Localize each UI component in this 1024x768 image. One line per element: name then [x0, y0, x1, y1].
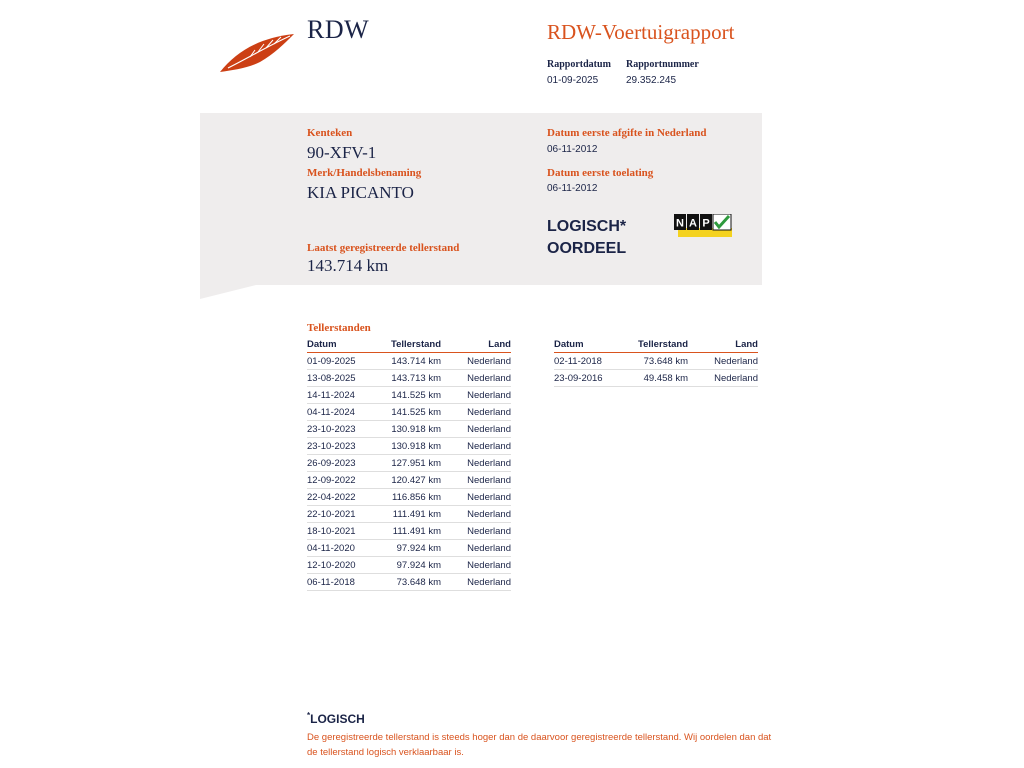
nap-letter-n: N	[676, 217, 684, 230]
report-number-value: 29.352.245	[626, 75, 677, 86]
col-header-country: Land	[441, 338, 511, 353]
table-row	[307, 455, 511, 472]
reading-date: 04-11-2020	[307, 540, 389, 557]
reading-country: Nederland	[441, 421, 511, 438]
table-row	[554, 370, 758, 387]
reading-country: Nederland	[441, 387, 511, 404]
reading-km: 143.714 km	[389, 353, 441, 370]
reading-km: 73.648 km	[389, 574, 441, 591]
reading-country: Nederland	[441, 557, 511, 574]
reading-country: Nederland	[441, 472, 511, 489]
reading-country: Nederland	[441, 353, 511, 370]
col-header-date: Datum	[554, 338, 636, 353]
odometer-label: Laatst geregistreerde tellerstand	[307, 242, 460, 254]
reading-km: 116.856 km	[389, 489, 441, 506]
reading-km: 97.924 km	[389, 557, 441, 574]
col-header-km: Tellerstand	[636, 338, 688, 353]
reading-country: Nederland	[688, 353, 758, 370]
col-header-country: Land	[688, 338, 758, 353]
col-header-date: Datum	[307, 338, 389, 353]
table-row	[307, 489, 511, 506]
reading-country: Nederland	[441, 540, 511, 557]
readings-table-left	[307, 338, 511, 591]
verdict	[547, 216, 626, 260]
reading-km: 111.491 km	[389, 523, 441, 540]
table-row	[307, 387, 511, 404]
rdw-feather-logo-icon	[218, 28, 298, 74]
nap-logo-icon	[674, 214, 734, 238]
first-issue-nl-value: 06-11-2012	[547, 144, 598, 155]
reading-date: 23-09-2016	[554, 370, 636, 387]
reading-km: 120.427 km	[389, 472, 441, 489]
reading-country: Nederland	[441, 455, 511, 472]
make-label: Merk/Handelsbenaming	[307, 167, 422, 179]
table-row	[307, 574, 511, 591]
reading-country: Nederland	[441, 438, 511, 455]
footnote-title-text: LOGISCH	[310, 712, 365, 726]
table-row	[307, 557, 511, 574]
reading-date: 01-09-2025	[307, 353, 389, 370]
reading-km: 130.918 km	[389, 438, 441, 455]
reading-country: Nederland	[441, 489, 511, 506]
reading-km: 49.458 km	[636, 370, 688, 387]
plate-value: 90-XFV-1	[307, 143, 377, 162]
reading-km: 130.918 km	[389, 421, 441, 438]
plate-label: Kenteken	[307, 127, 353, 139]
table-row	[307, 404, 511, 421]
report-date-label: Rapportdatum	[547, 59, 611, 70]
report-number-label: Rapportnummer	[626, 59, 699, 70]
nap-letter-p: P	[702, 217, 710, 230]
reading-date: 04-11-2024	[307, 404, 389, 421]
reading-km: 143.713 km	[389, 370, 441, 387]
footnote-text: De geregistreerde tellerstand is steeds hoger dan de daarvoor geregistreerde tellerstand. Wij oordelen dan dat de tellerstand logisch verklaarbaar is.	[307, 732, 772, 758]
reading-date: 14-11-2024	[307, 387, 389, 404]
reading-km: 73.648 km	[636, 353, 688, 370]
reading-km: 127.951 km	[389, 455, 441, 472]
reading-date: 18-10-2021	[307, 523, 389, 540]
reading-date: 12-09-2022	[307, 472, 389, 489]
reading-country: Nederland	[441, 370, 511, 387]
make-value: KIA PICANTO	[307, 183, 414, 202]
reading-date: 22-04-2022	[307, 489, 389, 506]
reading-date: 06-11-2018	[307, 574, 389, 591]
table-row	[307, 370, 511, 387]
panel-notch	[200, 284, 260, 299]
nap-letter-a: A	[689, 217, 697, 230]
table-row	[307, 438, 511, 455]
col-header-km: Tellerstand	[389, 338, 441, 353]
table-row	[307, 353, 511, 370]
readings-title: Tellerstanden	[307, 322, 371, 334]
odometer-value: 143.714 km	[307, 256, 389, 275]
report-title: RDW-Voertuigrapport	[547, 20, 735, 44]
reading-date: 12-10-2020	[307, 557, 389, 574]
report-date-value: 01-09-2025	[547, 75, 599, 86]
verdict-line-2: OORDEEL	[547, 240, 627, 257]
reading-date: 26-09-2023	[307, 455, 389, 472]
reading-date: 13-08-2025	[307, 370, 389, 387]
reading-date: 23-10-2023	[307, 421, 389, 438]
reading-date: 22-10-2021	[307, 506, 389, 523]
reading-country: Nederland	[441, 506, 511, 523]
verdict-line-1: LOGISCH*	[547, 218, 627, 235]
first-issue-nl-label: Datum eerste afgifte in Nederland	[547, 127, 707, 139]
reading-km: 97.924 km	[389, 540, 441, 557]
first-admission-label: Datum eerste toelating	[547, 167, 654, 179]
reading-date: 02-11-2018	[554, 353, 636, 370]
reading-date: 23-10-2023	[307, 438, 389, 455]
table-row	[307, 472, 511, 489]
table-row	[307, 506, 511, 523]
readings-table-right	[554, 338, 758, 387]
footnote-title: *LOGISCH	[307, 711, 365, 726]
reading-country: Nederland	[688, 370, 758, 387]
reading-km: 141.525 km	[389, 387, 441, 404]
reading-km: 111.491 km	[389, 506, 441, 523]
reading-km: 141.525 km	[389, 404, 441, 421]
reading-country: Nederland	[441, 523, 511, 540]
table-row	[307, 421, 511, 438]
table-row	[307, 540, 511, 557]
reading-country: Nederland	[441, 574, 511, 591]
table-row	[307, 523, 511, 540]
table-row	[554, 353, 758, 370]
reading-country: Nederland	[441, 404, 511, 421]
brand-name: RDW	[307, 15, 370, 44]
first-admission-value: 06-11-2012	[547, 183, 598, 194]
